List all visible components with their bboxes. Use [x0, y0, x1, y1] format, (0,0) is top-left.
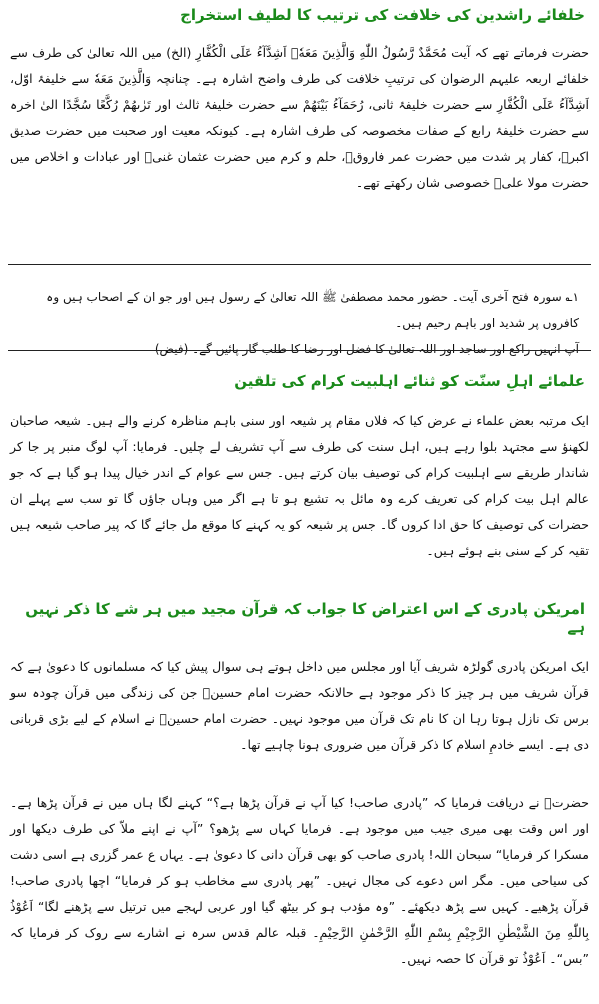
section-paragraph: حضرتؒ نے دریافت فرمایا کہ ”پادری صاحب! کیا آپ نے قرآن پڑھا ہے؟“ کہنے لگا ہاں میں نے قرآن پڑھا ہے۔ اور اس وقت بھی میری جیب میں موجود ہے۔ فرمایا کہاں سے پڑھو؟ ”آپ نے اپنے ملاّ کی طرف دیکھا اور مسکرا کر فرمایا“ سبحان اللہ! پادری صاحب کو بھی قرآن دانی کا دعویٰ ہے۔ یہاں ع عمر گزری ہے اسی دشت کی سیاحی میں۔ مگر اس دعوے کی مجال نہیں۔ ”پھر پادری سے مخاطب ہو کر فرمایا“ اچھا پادری صاحب! قرآن پڑھیے۔ کہیں سے پڑھ دیکھئے۔ ”وہ مؤدب ہو کر بیٹھ گیا اور عربی لہجے میں ترتیل سے پڑھنے لگا“ اَعُوْذُ بِاللّٰهِ مِنَ الشَّيْطٰنِ الرَّجِيْمِ بِسْمِ اللّٰهِ الرَّحْمٰنِ الرَّحِيْمِ۔ قبلہ عالم قدس سرہ نے اشارے سے روک کر فرمایا کہ ”بس“۔ اَعُوْذُ تو قرآن کا حصہ نہیں۔: [10, 795, 589, 966]
section-american-priest: [0, 600, 599, 758]
footnote-divider-bottom: [8, 350, 591, 351]
footnote-divider-top: [8, 264, 591, 265]
footnote-line: ۱؎ سورہ فتح آخری آیت۔ حضور محمد مصطفیٰ ﷺ اللہ تعالیٰ کے رسول ہیں اور جو ان کے اصحاب ہیں وہ کافروں پر شدید اور باہم رحیم ہیں۔: [46, 290, 579, 330]
section-paragraph: حضرت فرماتے تھے کہ آیت مُحَمَّدٌ رَّسُولُ اللّٰهِ وَالَّذِينَ مَعَهٗۤ اَشِدَّآءُ عَلَى الْكُفَّارِ (الخ) میں اللہ تعالیٰ کی طرف سے خلفائے اربعہ علیہم الرضوان کی ترتیبِ خلافت کی طرف واضح اشارہ ہے۔ چنانچہ وَالَّذِينَ مَعَهٗ سے خلیفۂ اوّل، اَشِدَّآءُ عَلَى الْكُفَّارِ سے حضرت خلیفۂ ثانی، رُحَمَآءُ بَيْنَهُمْ سے حضرت خلیفۂ ثالث اور تَرٰىهُمْ رُكَّعًا سُجَّدًا الیٰ اخرہ سے حضرت خلیفۂ رابع کے صفات مخصوصہ کی طرف اشارہ ہے۔ کیونکہ معیت اور صحبت میں حضرت صدیق اکبرؓ، کفار پر شدت میں حضرت عمر فاروقؓ، حلم و کرم میں حضرت عثمان غنیؓ اور عبادات و اخلاص میں حضرت مولا علیؓ خصوصی شان رکھتے تھے۔: [10, 45, 589, 190]
section-heading: علمائے اہلِ سنّت کو ثنائے اہلبیت کرام کی تلقین: [234, 372, 585, 390]
section-paragraph: ایک امریکن پادری گولڑہ شریف آیا اور مجلس میں داخل ہوتے ہی سوال پیش کیا کہ مسلمانوں کا دعویٰ ہے کہ قرآن شریف میں ہر چیز کا ذکر موجود ہے حالانکہ حضرت امام حسینؓ جن کی زندگی میں قرآن چودہ سو برس تک نازل ہوتا رہا ان کا نام تک قرآن میں موجود نہیں۔ حضرت امام حسینؓ نے اسلام کے لیے بڑی قربانی دی ہے۔ ایسے خادمِ اسلام کا ذکر قرآن میں ضروری ہونا چاہیے تھا۔: [10, 659, 589, 752]
section-heading: امریکن پادری کے اس اعتراض کا جواب کہ قرآن مجید میں ہر شے کا ذکر نہیں ہے: [25, 600, 585, 636]
footnote-line: آپ انہیں راکع اور ساجد اور اللہ تعالیٰ کا فضل اور رضا کا طلب گار پائیں گے۔ (فیض): [154, 342, 579, 356]
section-heading: خلفائے راشدین کی خلافت کی ترتیب کا لطیف استخراج: [180, 6, 585, 24]
section-ahl-e-bait-praise: [0, 372, 599, 564]
section-caliphate-order: [0, 6, 599, 196]
section-reply-dialogue: [0, 790, 599, 972]
section-paragraph: ایک مرتبہ بعض علماء نے عرض کیا کہ فلاں مقام پر شیعہ اور سنی باہم مناظرہ کرنے والے ہیں۔ شیعہ صاحبان لکھنؤ سے مجتہد بلوا رہے ہیں، اہل سنت کی طرف سے آپ تشریف لے چلیں۔ فرمایا: آپ لوگ منبر پر جا کر شاندار طریقے سے اہلبیت کرام کی توصیف بیان کرتے ہیں۔ جس سے عوام کے اندر خیال پیدا ہو گیا ہے کہ جو عالم اہل بیت کرام کی تعریف کرے وہ مائل بہ تشیع ہو تا ہے اگر میں وہاں جاؤں گا تو سب سے پہلے ان حضرات کی توصیف کا حق ادا کروں گا۔ جس پر شیعہ کو یہ کہنے کا موقع مل جائے گا کہ پیر صاحب شیعہ ہیں تقیہ کر کے سنی بنے ہوئے ہیں۔: [10, 413, 589, 558]
